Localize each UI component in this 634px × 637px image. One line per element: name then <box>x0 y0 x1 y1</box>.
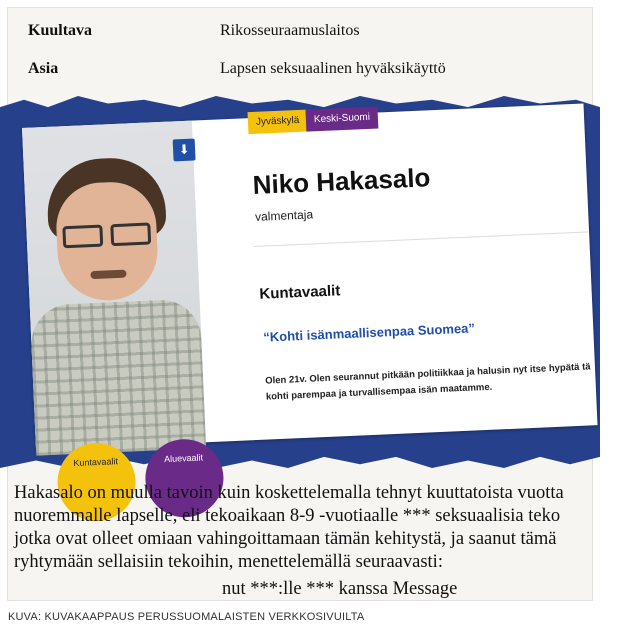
badge-label: Kuntavaalit <box>73 456 119 469</box>
doc-label-kuultava: Kuultava <box>28 22 93 39</box>
body-line: Hakasalo on muulla tavoin kuin koskettelemalla tehnyt kuuttatoista vuotta <box>14 483 564 503</box>
body-line: ryhtymään sellaisiin tekoihin, menettelemällä seuraavasti: <box>14 552 443 572</box>
candidate-slogan: “Kohti isänmaallisenpaa Suomea” <box>263 320 476 345</box>
download-icon[interactable]: ⬇ <box>173 138 196 161</box>
document-body <box>14 482 634 574</box>
body-line: jotka ovat olleet omiaan vahingoittamaan tämän kehitystä, ja saanut tämä <box>14 529 557 549</box>
partial-body-line: nut ***:lle *** kanssa Message <box>222 579 458 599</box>
candidate-photo <box>22 121 206 450</box>
candidate-bio: Olen 21v. Olen seurannut pitkään politiikkaa ja halusin nyt itse hypätä tä kohti parempaa ja turvallisempaa isän maatamme. <box>265 361 591 403</box>
candidate-name: Niko Hakasalo <box>252 162 431 200</box>
body-line: nuoremmalle lapselle, eli tekoaikaan 8-9 -vuotiaalle *** seksuaalisia teko <box>14 506 561 526</box>
candidate-screenshot-card <box>22 103 598 469</box>
divider <box>253 231 589 247</box>
candidate-role: valmentaja <box>254 207 314 224</box>
tag-jyvaskyla[interactable]: Jyväskylä <box>248 110 308 135</box>
section-title: Kuntavaalit <box>259 282 341 303</box>
doc-label-asia: Asia <box>28 60 59 77</box>
doc-value-kuultava: Rikosseuraamuslaitos <box>220 22 360 39</box>
badge-label: Aluevaalit <box>163 452 204 465</box>
image-caption: KUVA: KUVAKAAPPAUS PERUSSUOMALAISTEN VERKKOSIVUILTA <box>8 611 365 623</box>
doc-value-asia: Lapsen seksuaalinen hyväksikäyttö <box>220 60 446 77</box>
tag-keski-suomi[interactable]: Keski-Suomi <box>305 106 378 131</box>
